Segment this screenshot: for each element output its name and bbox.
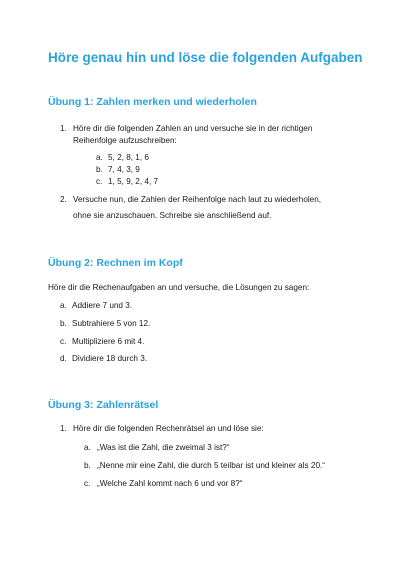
list-item-text: Höre dir die folgenden Zahlen an und versuche sie in der richtigen <box>73 124 313 133</box>
list-item-text: Versuche nun, die Zahlen der Reihenfolge nach laut zu wiederholen, <box>73 195 322 204</box>
sub-list-item: 1, 5, 9, 2, 4, 7 <box>108 177 159 186</box>
list-item-text: Reihenfolge aufzuschreiben: <box>73 136 177 145</box>
sub-list-item: „Nenne mir eine Zahl, die durch 5 teilbar ist und kleiner als 20.“ <box>97 461 325 470</box>
sub-list-item: 7, 4, 3, 9 <box>108 165 140 174</box>
list-item-text: Addiere 7 und 3. <box>72 301 133 310</box>
sub-list-item: 5, 2, 8, 1, 6 <box>108 153 149 162</box>
page-title: Höre genau hin und löse die folgenden Aufgaben <box>48 50 363 65</box>
list-item-text: Multipliziere 6 mit 4. <box>72 337 145 346</box>
list-marker: 1. <box>60 124 67 133</box>
sub-list-item: „Was ist die Zahl, die zweimal 3 ist?“ <box>97 443 230 452</box>
list-item-text: Subtrahiere 5 von 12. <box>72 319 151 328</box>
sub-list-marker: a. <box>84 443 91 452</box>
list-item-text: ohne sie anzuschauen. Schreibe sie anschließend auf. <box>73 211 272 220</box>
list-marker: 2. <box>60 195 67 204</box>
list-marker: b. <box>60 319 67 328</box>
section-intro: Höre dir die Rechenaufgaben an und versuche, die Lösungen zu sagen: <box>48 283 310 292</box>
section-3-heading: Übung 3: Zahlenrätsel <box>48 399 159 411</box>
sub-list-marker: c. <box>84 479 91 488</box>
list-marker: 1. <box>60 424 67 433</box>
sub-list-marker: a. <box>96 153 103 162</box>
list-item-text: Dividiere 18 durch 3. <box>72 354 148 363</box>
section-2-heading: Übung 2: Rechnen im Kopf <box>48 257 183 269</box>
sub-list-marker: c. <box>96 177 103 186</box>
list-marker: d. <box>60 354 67 363</box>
list-marker: c. <box>60 337 67 346</box>
sub-list-marker: b. <box>84 461 91 470</box>
list-marker: a. <box>60 301 67 310</box>
sub-list-marker: b. <box>96 165 103 174</box>
sub-list-item: „Welche Zahl kommt nach 6 und vor 8?“ <box>97 479 243 488</box>
list-item-text: Höre dir die folgenden Rechenrätsel an und löse sie: <box>73 424 264 433</box>
section-1-heading: Übung 1: Zahlen merken und wiederholen <box>48 96 257 108</box>
